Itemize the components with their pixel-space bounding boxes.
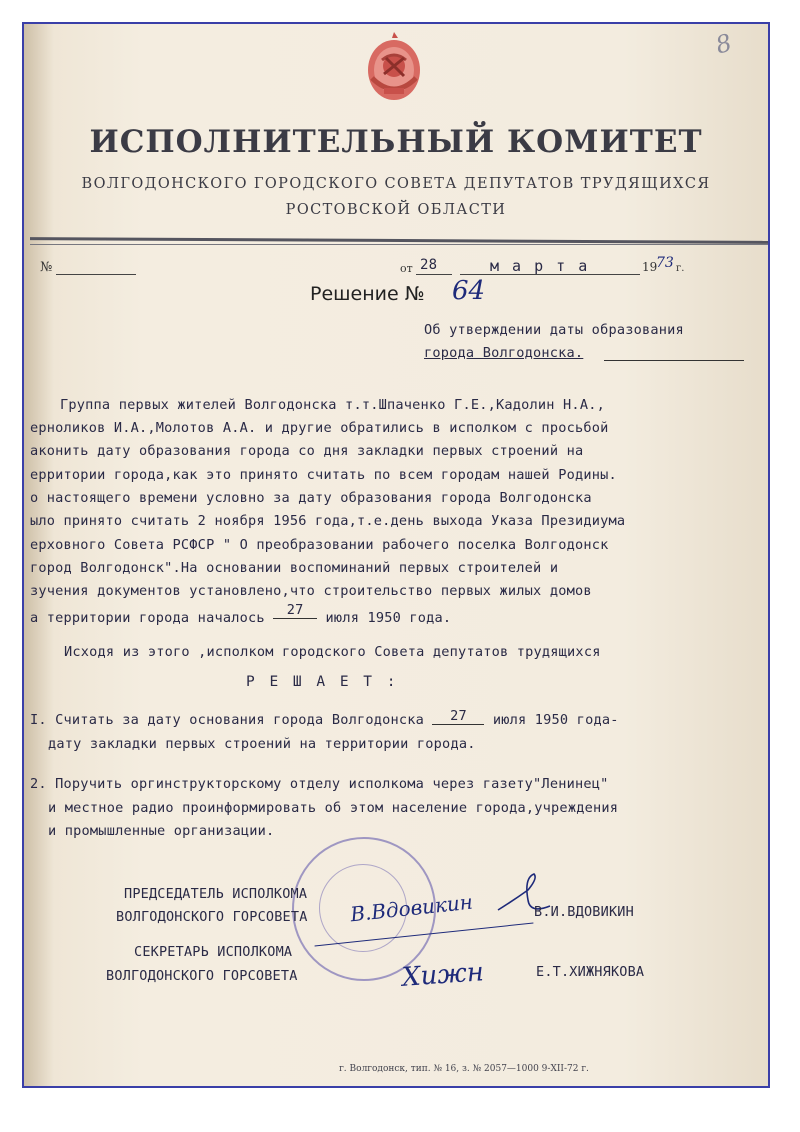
item-2-line-2: и местное радио проинформировать об этом население города,учреждения [48, 800, 619, 816]
date-day-line [416, 274, 452, 275]
subject-underline-extension [604, 360, 744, 361]
body-line-10-after: июля 1950 года. [325, 610, 452, 626]
subject-line-1: Об утверждении даты образования [424, 322, 684, 338]
date-suffix: г. [676, 263, 685, 274]
body-line-2: ерноликов И.А.,Молотов А.А. и другие обратились в исполком с просьбой [30, 420, 609, 436]
body-line-1: Группа первых жителей Волгодонска т.т.Шпаченко Г.Е.,Кадолин Н.А., [60, 397, 605, 413]
date-prefix: от [400, 262, 413, 275]
issuer-subtitle: ВОЛГОДОНСКОГО ГОРОДСКОГО СОВЕТА ДЕПУТАТОВ ТРУДЯЩИХСЯ [81, 176, 711, 192]
date-day: 28 [420, 257, 438, 273]
signer-2-name: Е.Т.ХИЖНЯКОВА [536, 964, 645, 980]
subject-line-2: города Волгодонска. [424, 345, 584, 361]
corner-pencil-mark: 8 [712, 28, 735, 60]
item-2-line-3: и промышленные организации. [48, 823, 275, 839]
date-year-handwritten: 73 [656, 255, 674, 271]
body-line-10-day: 27 [273, 602, 317, 619]
decision-number-handwritten: 64 [452, 276, 486, 306]
item-2-line-1: 2. Поручить оргинструкторскому отделу исполкома через газету"Ленинец" [30, 776, 609, 792]
state-emblem-icon [362, 28, 426, 108]
date-month-line [460, 274, 640, 275]
signer-2-role-line-2: ВОЛГОДОНСКОГО ГОРСОВЕТА [106, 968, 298, 984]
signer-2-signature: Хижн [401, 957, 485, 993]
body-line-9: зучения документов установлено,что строительство первых жилых домов [30, 583, 592, 599]
header-divider-thin [30, 244, 768, 245]
document-page [24, 24, 768, 1086]
body-line-10-before: а территории города началось [30, 610, 265, 626]
item-1-line-1 [30, 708, 619, 729]
resolve-intro: Исходя из этого ,исполком городского Совета депутатов трудящихся [64, 644, 601, 660]
item-1-day: 27 [432, 708, 484, 725]
signer-1-signature: В.Вдовикин [349, 889, 474, 927]
signer-2-role-line-1: СЕКРЕТАРЬ ИСПОЛКОМА [134, 944, 293, 960]
document-frame [22, 22, 770, 1088]
number-label: № [40, 260, 53, 275]
signer-1-role-line-1: ПРЕДСЕДАТЕЛЬ ИСПОЛКОМА [124, 886, 308, 902]
body-line-5: о настоящего времени условно за дату образования города Волгодонска [30, 490, 592, 506]
body-line-6: ыло принято считать 2 ноября 1956 года,т.е.день выхода Указа Президиума [30, 513, 626, 529]
signer-1-role-line-2: ВОЛГОДОНСКОГО ГОРСОВЕТА [116, 909, 308, 925]
decision-label: Решение № [310, 283, 425, 305]
date-month: м а р т а [490, 257, 590, 275]
body-line-3: аконить дату образования города со дня закладки первых строений на [30, 443, 584, 459]
item-1-line-2: дату закладки первых строений на территории города. [48, 736, 476, 752]
item-1-after: июля 1950 года- [492, 712, 619, 728]
body-line-8: город Волгодонск".На основании воспоминаний первых строителей и [30, 560, 559, 576]
body-line-7: ерховного Совета РСФСР " О преобразовании рабочего поселка Волгодонск [30, 537, 609, 553]
signer-1-name: В.И.ВДОВИКИН [534, 904, 634, 920]
item-1-before: I. Считать за дату основания города Волгодонска [30, 712, 425, 728]
resolves-heading: Р Е Ш А Е Т : [246, 674, 399, 690]
printer-footer: г. Волгодонск, тип. № 16, з. № 2057—1000 9-XII-72 г. [339, 1064, 589, 1074]
issuer-region: РОСТОВСКОЙ ОБЛАСТИ [285, 202, 507, 218]
body-line-4: ерритории города,как это принято считать по всем городам нашей Родины. [30, 467, 617, 483]
header-divider [30, 237, 768, 244]
body-line-10 [30, 602, 452, 627]
date-year-prefix: 19 [642, 260, 658, 274]
issuer-title: ИСПОЛНИТЕЛЬНЫЙ КОМИТЕТ [89, 124, 703, 160]
number-blank-line [56, 274, 136, 275]
